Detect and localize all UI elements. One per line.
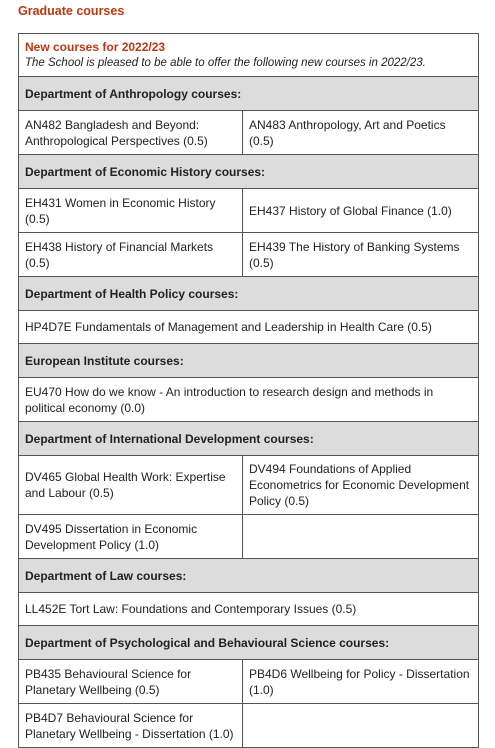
course-cell: PB4D6 Wellbeing for Policy - Dissertation (1.0) <box>243 660 479 704</box>
section-heading-law: Department of Law courses: <box>19 559 479 593</box>
course-cell: AN483 Anthropology, Art and Poetics (0.5) <box>243 111 479 155</box>
course-cell: DV494 Foundations of Applied Econometrics for Economic Development Policy (0.5) <box>243 456 479 515</box>
intro-title: New courses for 2022/23 <box>25 40 166 54</box>
table-row <box>19 704 479 748</box>
course-cell: EH439 The History of Banking Systems (0.5) <box>243 233 479 277</box>
section-heading-economic-history: Department of Economic History courses: <box>19 155 479 189</box>
course-cell: HP4D7E Fundamentals of Management and Leadership in Health Care (0.5) <box>19 311 479 344</box>
course-cell: DV465 Global Health Work: Expertise and Labour (0.5) <box>19 456 243 515</box>
section-heading-anthropology: Department of Anthropology courses: <box>19 77 479 111</box>
course-cell: EU470 How do we know - An introduction to research design and methods in political economy (0.0) <box>19 378 479 422</box>
section-heading-international-development: Department of International Development courses: <box>19 422 479 456</box>
empty-cell <box>243 704 479 748</box>
course-cell: LL452E Tort Law: Foundations and Contemporary Issues (0.5) <box>19 593 479 626</box>
course-cell: EH438 History of Financial Markets (0.5) <box>19 233 243 277</box>
table-row <box>19 189 479 233</box>
section-heading-psychological-behavioural-science: Department of Psychological and Behavioural Science courses: <box>19 626 479 660</box>
course-cell: PB4D7 Behavioural Science for Planetary Wellbeing - Dissertation (1.0) <box>19 704 243 748</box>
intro-cell <box>19 34 479 77</box>
intro-note: The School is pleased to be able to offer the following new courses in 2022/23. <box>25 57 426 69</box>
table-row <box>19 378 479 422</box>
courses-table <box>18 33 479 748</box>
page-title: Graduate courses <box>18 4 125 18</box>
empty-cell <box>243 515 479 559</box>
course-cell: EH437 History of Global Finance (1.0) <box>243 189 479 233</box>
table-row <box>19 311 479 344</box>
table-row <box>19 111 479 155</box>
table-row <box>19 233 479 277</box>
table-row <box>19 515 479 559</box>
table-row <box>19 593 479 626</box>
course-cell: DV495 Dissertation in Economic Development Policy (1.0) <box>19 515 243 559</box>
intro-row <box>19 34 479 77</box>
table-row <box>19 456 479 515</box>
course-cell: AN482 Bangladesh and Beyond: Anthropological Perspectives (0.5) <box>19 111 243 155</box>
table-row <box>19 660 479 704</box>
section-heading-health-policy: Department of Health Policy courses: <box>19 277 479 311</box>
section-heading-european-institute: European Institute courses: <box>19 344 479 378</box>
course-cell: PB435 Behavioural Science for Planetary Wellbeing (0.5) <box>19 660 243 704</box>
course-cell: EH431 Women in Economic History (0.5) <box>19 189 243 233</box>
